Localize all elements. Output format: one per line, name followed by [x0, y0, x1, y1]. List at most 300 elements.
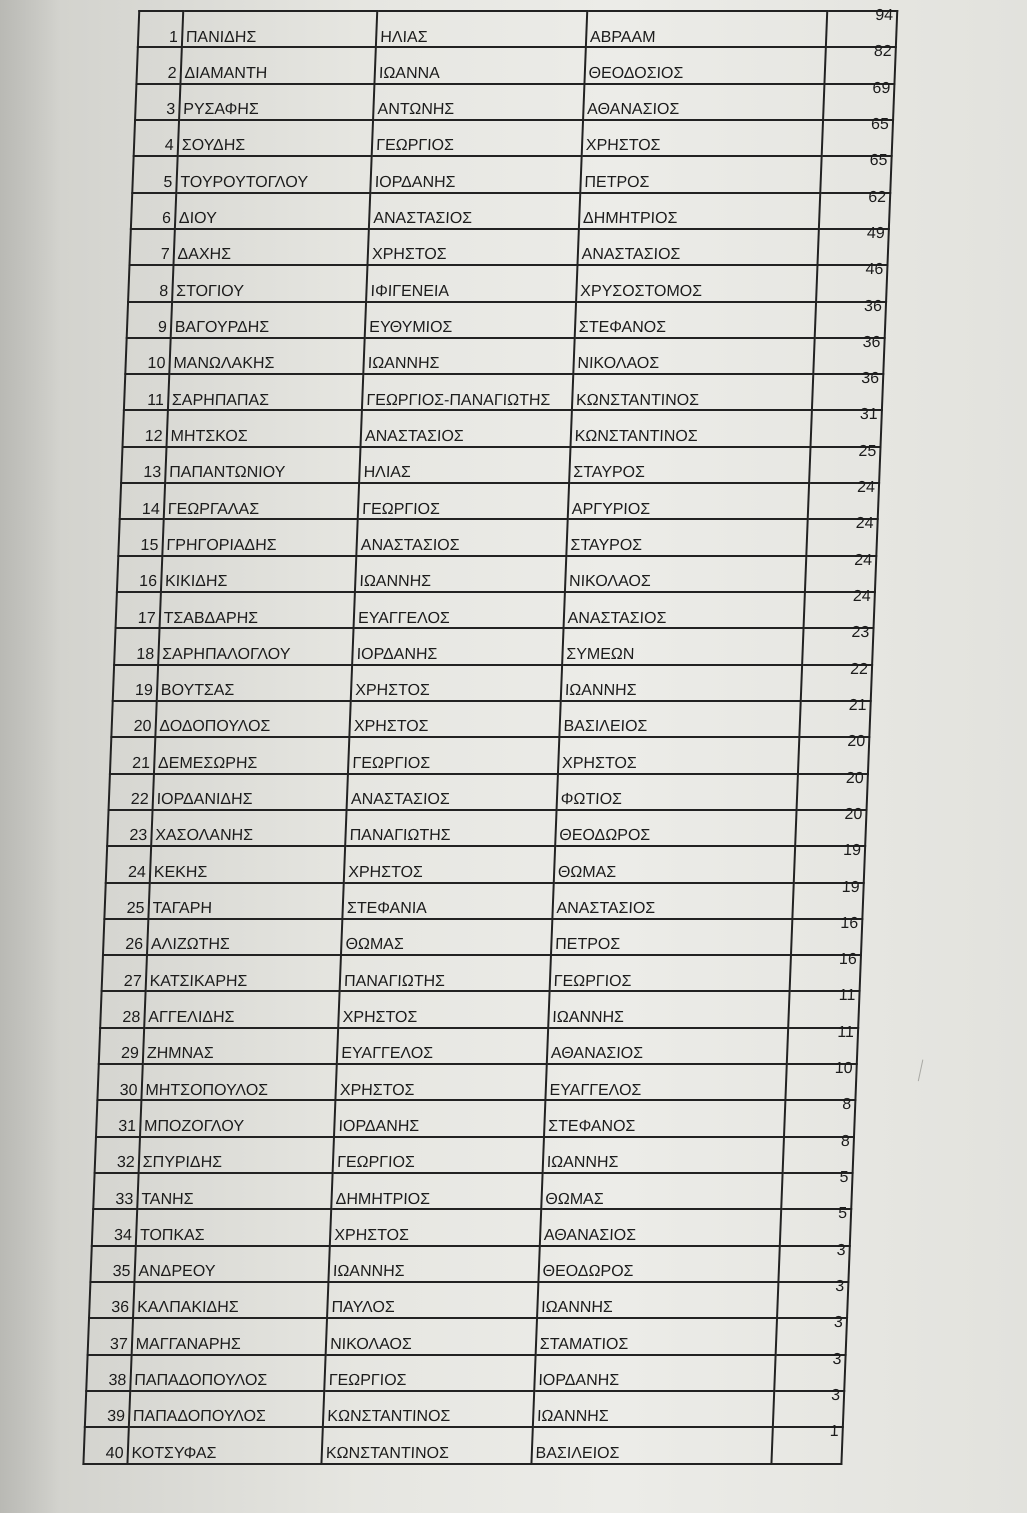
rank-number-text: 25 [126, 900, 145, 918]
surname-cell-text: ΠΑΠΑΔΟΠΟΥΛΟΣ [133, 1372, 268, 1390]
surname-cell-text: ΡΥΣΑΦΗΣ [182, 101, 260, 119]
votes-cell-text: 3 [836, 1241, 846, 1259]
rank-number-text: 13 [143, 464, 162, 482]
father-name-cell [547, 1028, 789, 1064]
father-name-cell-text: ΑΝΑΣΤΑΣΙΟΣ [567, 609, 667, 627]
father-name-cell-text: ΑΘΑΝΑΣΙΟΣ [586, 101, 680, 119]
first-name-cell-text: ΔΗΜΗΤΡΙΟΣ [335, 1190, 431, 1208]
first-name-cell-text: ΕΥΑΓΓΕΛΟΣ [340, 1045, 434, 1063]
table-row [120, 483, 879, 519]
votes-cell-text: 1 [829, 1423, 839, 1441]
surname-cell [155, 701, 351, 737]
father-name-cell-text: ΣΥΜΕΩΝ [565, 645, 635, 663]
surname-cell [147, 919, 343, 955]
first-name-cell-text: ΚΩΝΣΤΑΝΤΙΝΟΣ [325, 1445, 450, 1463]
first-name-cell [356, 519, 567, 555]
rank-number [97, 1064, 142, 1100]
surname-cell [131, 1318, 327, 1354]
votes-cell [820, 152, 891, 192]
father-name-cell [545, 1064, 787, 1100]
votes-cell [825, 43, 896, 83]
first-name-cell [355, 556, 566, 592]
father-name-cell [565, 556, 807, 592]
surname-cell [134, 1246, 330, 1282]
first-name-cell [337, 1028, 548, 1064]
votes-cell [799, 696, 870, 737]
surname-cell [179, 84, 375, 120]
first-name-cell-text: ΓΕΩΡΓΙΟΣ [352, 754, 431, 772]
father-name-cell-text: ΒΑΣΙΛΕΙΟΣ [563, 718, 648, 736]
rank-number [127, 302, 172, 338]
table-row [116, 592, 875, 628]
surname-cell [135, 1209, 331, 1245]
first-name-cell-text: ΧΡΗΣΤΟΣ [353, 718, 429, 736]
votes-cell [816, 261, 887, 301]
rank-number-text: 2 [167, 64, 177, 82]
surname-cell-text: ΠΑΝΙΔΗΣ [185, 28, 257, 46]
first-name-cell [375, 47, 586, 83]
rank-number-text: 4 [164, 137, 175, 155]
first-name-cell [340, 955, 551, 991]
father-name-cell [562, 628, 804, 664]
rank-number-text: 5 [163, 173, 173, 191]
rank-number-text: 19 [134, 682, 154, 700]
rank-number [124, 374, 169, 410]
first-name-cell-text: ΘΩΜΑΣ [345, 936, 405, 954]
first-name-cell-text: ΙΩΑΝΝΗΣ [367, 355, 440, 373]
rank-number-text: 40 [105, 1445, 124, 1463]
table-row [117, 556, 876, 592]
rank-number [102, 955, 147, 991]
father-name-cell-text: ΠΕΤΡΟΣ [554, 936, 621, 954]
votes-cell [773, 1386, 844, 1427]
surname-cell-text: ΣΑΡΗΠΑΠΑΣ [171, 391, 270, 409]
rank-number-text: 20 [133, 718, 152, 736]
pen-mark [918, 1060, 929, 1083]
father-name-cell [533, 1391, 775, 1427]
table-row [103, 919, 862, 955]
father-name-cell [570, 410, 812, 446]
table-row [123, 410, 882, 446]
rank-number [89, 1282, 134, 1318]
first-name-cell-text: ΕΥΑΓΓΕΛΟΣ [357, 609, 451, 627]
first-name-cell [363, 338, 574, 374]
father-name-cell [535, 1318, 777, 1354]
rank-number-text: 32 [116, 1154, 136, 1172]
votes-cell [818, 224, 889, 265]
surname-cell-text: ΚΕΚΗΣ [153, 863, 208, 881]
first-name-cell [366, 265, 577, 301]
first-name-cell [331, 1173, 542, 1209]
votes-cell [785, 1060, 856, 1100]
votes-cell-text: 36 [863, 297, 883, 315]
votes-cell [788, 987, 859, 1027]
first-name-cell [376, 11, 587, 47]
first-name-cell-text: ΙΩΑΝΝΗΣ [332, 1263, 405, 1281]
rank-number [129, 229, 174, 265]
votes-cell-text: 82 [873, 43, 892, 61]
table-row [96, 1100, 855, 1136]
father-name-cell-text: ΣΤΑΥΡΟΣ [570, 536, 643, 554]
votes-cell-text: 10 [834, 1060, 853, 1078]
surname-cell [169, 338, 365, 374]
table-row [100, 991, 859, 1027]
first-name-cell-text: ΙΩΑΝΝΗΣ [359, 573, 432, 591]
rank-number [120, 483, 165, 519]
first-name-cell-text: ΙΟΡΔΑΝΗΣ [374, 173, 456, 191]
votes-cell [823, 79, 894, 120]
first-name-cell [333, 1137, 544, 1173]
surname-cell-text: ΓΡΗΓΟΡΙΑΔΗΣ [166, 536, 277, 554]
father-name-cell-text: ΙΩΑΝΝΗΣ [546, 1154, 619, 1172]
votes-cell-text: 46 [865, 261, 884, 279]
first-name-cell-text: ΙΦΙΓΕΝΕΙΑ [370, 282, 450, 300]
surname-cell [149, 846, 345, 882]
surname-cell [166, 410, 362, 446]
votes-cell [822, 115, 893, 156]
surname-cell [170, 302, 366, 338]
father-name-cell [576, 265, 818, 301]
votes-cell [771, 1423, 842, 1464]
rank-number [125, 338, 170, 374]
surname-cell-text: ΔΙΑΜΑΝΤΗ [184, 64, 268, 82]
table-row [88, 1318, 847, 1354]
surname-cell [145, 955, 341, 991]
father-name-cell-text: ΝΙΚΟΛΑΟΣ [577, 355, 660, 373]
first-name-cell [362, 374, 573, 410]
surname-cell [156, 665, 352, 701]
father-name-cell-text: ΘΕΟΔΩΡΟΣ [558, 827, 651, 845]
rank-number [92, 1209, 137, 1245]
votes-cell [776, 1314, 847, 1354]
father-name-cell-text: ΣΤΑΥΡΟΣ [572, 464, 646, 482]
first-name-cell [365, 302, 576, 338]
table-row [89, 1282, 848, 1318]
rank-number-text: 35 [112, 1263, 131, 1281]
father-name-cell-text: ΘΕΟΔΩΡΟΣ [542, 1263, 634, 1281]
rank-number [135, 84, 180, 120]
surname-cell-text: ΠΑΠΑΔΟΠΟΥΛΟΣ [132, 1408, 267, 1426]
surname-cell-text: ΔΙΟΥ [178, 210, 218, 228]
table-row [114, 628, 873, 664]
surname-cell-text: ΚΑΤΣΙΚΑΡΗΣ [149, 972, 248, 990]
surname-cell [152, 774, 348, 810]
votes-cell-text: 20 [844, 805, 863, 823]
father-name-cell [581, 120, 823, 156]
votes-cell [813, 333, 884, 374]
father-name-cell [538, 1246, 780, 1282]
father-name-cell-text: ΣΤΕΦΑΝΟΣ [578, 319, 667, 337]
surname-cell [144, 991, 340, 1027]
rank-number [90, 1246, 135, 1282]
votes-cell [811, 406, 882, 446]
votes-cell-text: 8 [840, 1132, 851, 1150]
first-name-cell-text: ΣΤΕΦΑΝΙΑ [346, 900, 428, 918]
rank-number-text: 24 [127, 863, 147, 881]
votes-cell-text: 36 [860, 370, 880, 388]
votes-cell [795, 805, 866, 846]
rank-number-text: 36 [110, 1299, 130, 1317]
first-name-cell-text: ΗΛΙΑΣ [363, 464, 412, 482]
surname-cell-text: ΣΠΥΡΙΔΗΣ [142, 1154, 223, 1172]
rank-number-text: 31 [117, 1117, 137, 1135]
father-name-cell [569, 447, 811, 483]
rank-number [113, 665, 158, 701]
rank-number-text: 11 [147, 391, 165, 409]
father-name-cell-text: ΑΘΑΝΑΣΙΟΣ [543, 1226, 637, 1244]
rank-number [104, 883, 149, 919]
votes-cell [809, 442, 880, 483]
father-name-cell [563, 592, 805, 628]
first-name-cell-text: ΑΝΑΣΤΑΣΙΟΣ [350, 791, 451, 809]
first-name-cell-text: ΚΩΝΣΤΑΝΤΙΝΟΣ [327, 1408, 451, 1426]
father-name-cell-text: ΙΩΑΝΝΗΣ [536, 1408, 609, 1426]
rank-number-text: 9 [157, 319, 168, 337]
rank-number-text: 28 [122, 1008, 141, 1026]
father-name-cell-text: ΚΩΝΣΤΑΝΤΙΝΟΣ [575, 391, 700, 409]
surname-cell-text: ΜΗΤΣΟΠΟΥΛΟΣ [145, 1081, 269, 1099]
surname-cell [161, 556, 357, 592]
father-name-cell-text: ΘΩΜΑΣ [557, 863, 617, 881]
rank-number-text: 30 [119, 1081, 138, 1099]
rank-number-text: 37 [109, 1335, 129, 1353]
father-name-cell-text: ΓΕΩΡΓΙΟΣ [553, 972, 632, 990]
table-row [106, 846, 865, 882]
rank-number-text: 39 [106, 1408, 126, 1426]
first-name-cell-text: ΕΥΘΥΜΙΟΣ [368, 319, 453, 337]
page-shadow [0, 0, 60, 1513]
father-name-cell-text: ΑΡΓΥΡΙΟΣ [571, 500, 651, 518]
first-name-cell [324, 1355, 535, 1391]
surname-cell [127, 1427, 323, 1464]
father-name-cell [549, 955, 791, 991]
table-row [124, 374, 883, 410]
votes-cell [798, 733, 869, 773]
votes-cell-text: 20 [845, 769, 865, 787]
first-name-cell [349, 701, 560, 737]
father-name-cell [537, 1282, 779, 1318]
surname-cell [130, 1355, 326, 1391]
surname-cell-text: ΜΗΤΣΚΟΣ [170, 427, 248, 445]
surname-cell-text: ΓΕΩΡΓΑΛΑΣ [167, 500, 260, 518]
rank-number-text: 17 [137, 609, 156, 627]
father-name-cell [542, 1137, 784, 1173]
table-row [109, 774, 868, 810]
father-name-cell [580, 156, 822, 192]
first-name-cell-text: ΧΡΗΣΤΟΣ [339, 1081, 415, 1099]
surname-cell-text: ΤΟΥΡΟΥΤΟΓΛΟΥ [180, 173, 309, 191]
table-row [138, 11, 897, 47]
rank-number [106, 846, 151, 882]
votes-cell-text: 5 [837, 1205, 848, 1223]
first-name-cell-text: ΙΟΡΔΑΝΗΣ [356, 645, 438, 663]
first-name-cell-text: ΓΕΩΡΓΙΟΣ [375, 137, 455, 155]
table-row [90, 1246, 849, 1282]
first-name-cell-text: ΑΝΑΣΤΑΣΙΟΣ [373, 210, 473, 228]
votes-cell-text: 3 [830, 1386, 841, 1404]
surname-cell-text: ΤΑΝΗΣ [140, 1190, 194, 1208]
first-name-cell [345, 810, 556, 846]
votes-cell [783, 1132, 854, 1173]
first-name-cell [358, 483, 569, 519]
rank-number-text: 7 [160, 246, 170, 264]
first-name-cell-text: ΠΑΥΛΟΣ [331, 1299, 396, 1317]
father-name-cell [555, 810, 797, 846]
father-name-cell-text: ΑΘΑΝΑΣΙΟΣ [550, 1045, 644, 1063]
surname-cell-text: ΔΑΧΗΣ [177, 246, 232, 264]
father-name-cell-text: ΙΩΑΝΝΗΣ [552, 1008, 625, 1026]
first-name-cell-text: ΝΙΚΟΛΑΟΣ [329, 1335, 413, 1353]
rank-number-text: 23 [129, 827, 148, 845]
first-name-cell-text: ΓΕΩΡΓΙΟΣ [336, 1154, 416, 1172]
table-row [92, 1209, 851, 1245]
father-name-cell [541, 1173, 783, 1209]
table-row [93, 1173, 852, 1209]
rank-number-text: 16 [138, 573, 158, 591]
votes-cell [787, 1023, 858, 1064]
rank-number-text: 21 [131, 754, 151, 772]
first-name-cell-text: ΧΡΗΣΤΟΣ [354, 682, 431, 700]
votes-cell-text: 69 [872, 79, 891, 97]
father-name-cell [544, 1100, 786, 1136]
table-row [129, 229, 888, 265]
table-row [135, 84, 894, 120]
first-name-cell [352, 628, 563, 664]
first-name-cell-text: ΙΩΑΝΝΑ [378, 64, 441, 82]
rank-number-text: 27 [123, 972, 142, 990]
rank-number-text: 10 [147, 355, 166, 373]
votes-cell [778, 1241, 849, 1282]
rank-number [107, 810, 152, 846]
first-name-cell-text: ΠΑΝΑΓΙΩΤΗΣ [349, 827, 451, 845]
surname-cell [176, 156, 372, 192]
father-name-cell [579, 193, 821, 229]
surname-cell [175, 193, 371, 229]
first-name-cell [336, 1064, 547, 1100]
rank-number [138, 11, 183, 47]
votes-cell-text: 62 [867, 188, 887, 206]
votes-cell-text: 25 [858, 442, 877, 460]
rank-number-text: 18 [136, 645, 155, 663]
table-row [97, 1064, 856, 1100]
votes-cell-text: 31 [859, 406, 879, 424]
father-name-cell-text: ΙΩΑΝΝΗΣ [564, 682, 637, 700]
table-row [104, 883, 863, 919]
father-name-cell [572, 374, 814, 410]
rank-number [118, 519, 163, 555]
rank-number [100, 991, 145, 1027]
votes-cell-text: 3 [832, 1350, 842, 1368]
surname-cell-text: ΑΓΓΕΛΙΔΗΣ [147, 1008, 235, 1026]
father-name-cell-text: ΧΡΗΣΤΟΣ [561, 754, 638, 772]
rank-number-text: 8 [158, 282, 169, 300]
results-table [82, 7, 898, 1465]
surname-cell-text: ΚΙΚΙΔΗΣ [164, 573, 228, 591]
surname-cell [168, 374, 364, 410]
father-name-cell-text: ΒΑΣΙΛΕΙΟΣ [535, 1445, 620, 1463]
surname-cell [129, 1391, 325, 1427]
father-name-cell-text: ΘΕΟΔΟΣΙΟΣ [588, 64, 684, 82]
father-name-cell [584, 47, 826, 83]
surname-cell-text: ΤΣΑΒΔΑΡΗΣ [163, 609, 259, 627]
rank-number [111, 701, 156, 737]
rank-number [95, 1137, 140, 1173]
father-name-cell-text: ΑΝΑΣΤΑΣΙΟΣ [581, 246, 681, 264]
first-name-cell-text: ΧΡΗΣΤΟΣ [347, 863, 424, 881]
surname-cell [141, 1064, 337, 1100]
votes-cell-text: 65 [869, 152, 888, 170]
father-name-cell [567, 483, 809, 519]
surname-cell [142, 1028, 338, 1064]
votes-cell-text: 11 [837, 1023, 855, 1041]
rank-number-text: 15 [140, 536, 159, 554]
first-name-cell-text: ΓΕΩΡΓΙΟΣ-ΠΑΝΑΓΙΩΤΗΣ [366, 391, 551, 409]
first-name-cell [369, 193, 580, 229]
votes-cell [797, 769, 868, 810]
father-name-cell-text: ΝΙΚΟΛΑΟΣ [568, 573, 652, 591]
votes-cell [774, 1350, 845, 1391]
votes-cell-text: 20 [847, 733, 866, 751]
father-name-cell [551, 919, 793, 955]
first-name-cell [329, 1246, 540, 1282]
first-name-cell-text: ΧΡΗΣΤΟΣ [333, 1226, 410, 1244]
surname-cell [165, 447, 361, 483]
surname-cell-text: ΤΟΠΚΑΣ [139, 1226, 205, 1244]
father-name-cell-text: ΙΩΑΝΝΗΣ [540, 1299, 614, 1317]
rank-number [114, 628, 159, 664]
votes-cell [805, 551, 876, 592]
surname-cell-text: ΒΟΥΤΣΑΣ [160, 682, 235, 700]
rank-number [121, 447, 166, 483]
rank-number [86, 1355, 131, 1391]
first-name-cell-text: ΧΡΗΣΤΟΣ [342, 1008, 418, 1026]
table-row [111, 701, 870, 737]
rank-number [117, 556, 162, 592]
rank-number [110, 737, 155, 773]
votes-cell [790, 951, 861, 991]
table-row [113, 665, 872, 701]
surname-cell-text: ΚΟΤΣΥΦΑΣ [131, 1445, 217, 1463]
father-name-cell [540, 1209, 782, 1245]
first-name-cell-text: ΑΝΤΩΝΗΣ [377, 101, 455, 119]
surname-cell [148, 883, 344, 919]
first-name-cell [347, 774, 558, 810]
surname-cell [180, 47, 376, 83]
table-row [125, 338, 884, 374]
surname-cell-text: ΙΟΡΔΑΝΙΔΗΣ [156, 791, 253, 809]
table-row [118, 519, 877, 555]
surname-cell [137, 1173, 333, 1209]
votes-cell [819, 188, 890, 229]
rank-number-text: 34 [113, 1226, 133, 1244]
table-row [127, 302, 886, 338]
votes-cell [780, 1205, 851, 1245]
table-row [102, 955, 861, 991]
first-name-cell [327, 1282, 538, 1318]
surname-cell [133, 1282, 329, 1318]
table-row [107, 810, 866, 846]
surname-cell-text: ΖΗΜΝΑΣ [146, 1045, 214, 1063]
first-name-cell-text: ΠΑΝΑΓΙΩΤΗΣ [343, 972, 446, 990]
votes-cell-text: 3 [833, 1314, 844, 1332]
votes-cell-text: 16 [838, 951, 858, 969]
first-name-cell [373, 84, 584, 120]
father-name-cell [531, 1427, 773, 1464]
votes-cell-text: 16 [840, 914, 859, 932]
surname-cell-text: ΑΛΙΖΩΤΗΣ [150, 936, 231, 954]
votes-cell-text: 24 [852, 588, 872, 605]
first-name-cell [330, 1209, 541, 1245]
